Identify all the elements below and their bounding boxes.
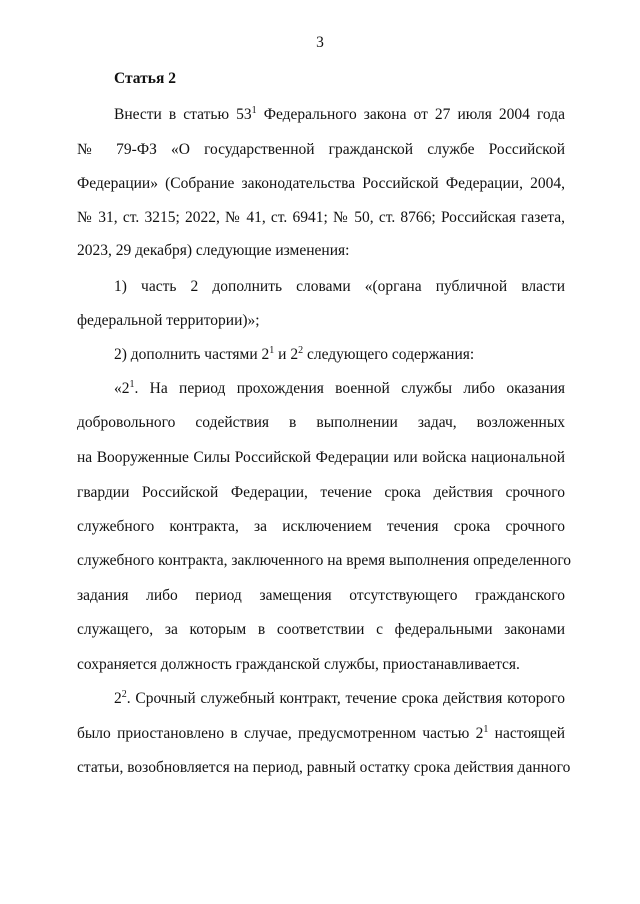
paragraph-line bbox=[114, 689, 565, 709]
paragraph-line: на Вооруженные Силы Российской Федерации или войска национальной bbox=[77, 449, 565, 466]
paragraph-line bbox=[77, 724, 565, 744]
paragraph-line: Федерации» (Собрание законодательства Российской Федерации, 2004, bbox=[77, 175, 565, 192]
article-title: Статья 2 bbox=[114, 70, 176, 87]
paragraph-line: 2023, 29 декабря) следующие изменения: bbox=[77, 242, 350, 259]
superscript: 1 bbox=[129, 379, 135, 390]
paragraph-line: № 31, ст. 3215; 2022, № 41, ст. 6941; № 50, ст. 8766; Российская газета, bbox=[77, 209, 565, 226]
text-fragment: было приостановлено в случае, предусмотренном частью 2 bbox=[77, 725, 484, 742]
paragraph-line: задания либо период замещения отсутствующего гражданского bbox=[77, 587, 565, 604]
paragraph-line: № 79-ФЗ «О государственной гражданской службе Российской bbox=[77, 141, 565, 158]
paragraph-line: служебного контракта, за исключением течения срока срочного bbox=[77, 518, 565, 535]
text-fragment: «2 bbox=[114, 380, 130, 397]
paragraph-line bbox=[114, 105, 565, 125]
text-fragment: 2) дополнить частями 2 bbox=[114, 346, 270, 363]
paragraph-line: сохраняется должность гражданской службы, приостанавливается. bbox=[77, 656, 520, 673]
paragraph-line: статьи, возобновляется на период, равный остатку срока действия данного bbox=[77, 759, 571, 776]
paragraph-line: добровольного содействия в выполнении задач, возложенных bbox=[77, 414, 565, 431]
paragraph-line bbox=[114, 345, 565, 365]
text-fragment: и 2 bbox=[274, 346, 299, 363]
text-fragment: Федерального закона от 27 июля 2004 года bbox=[256, 106, 566, 123]
superscript: 1 bbox=[269, 345, 275, 356]
paragraph-line: служащего, за которым в соответствии с федеральными законами bbox=[77, 621, 565, 638]
paragraph-line: федеральной территории)»; bbox=[77, 312, 260, 329]
text-fragment: . Срочный служебный контракт, течение срока действия которого bbox=[126, 690, 565, 707]
superscript: 2 bbox=[121, 689, 127, 700]
text-fragment: настоящей bbox=[488, 725, 565, 742]
text-fragment: 2 bbox=[114, 690, 122, 707]
paragraph-line: служебного контракта, заключенного на время выполнения определенного bbox=[77, 552, 572, 569]
page-number: 3 bbox=[316, 34, 324, 51]
text-fragment: . На период прохождения военной службы либо оказания bbox=[134, 380, 565, 397]
superscript: 2 bbox=[298, 345, 304, 356]
superscript: 1 bbox=[251, 105, 257, 116]
text-fragment: Внести в статью 53 bbox=[114, 106, 252, 123]
paragraph-line: 1) часть 2 дополнить словами «(органа публичной власти bbox=[114, 278, 565, 295]
text-fragment: следующего содержания: bbox=[303, 346, 475, 363]
paragraph-line: гвардии Российской Федерации, течение срока действия срочного bbox=[77, 484, 565, 501]
paragraph-line bbox=[114, 379, 565, 399]
superscript: 1 bbox=[483, 724, 489, 735]
